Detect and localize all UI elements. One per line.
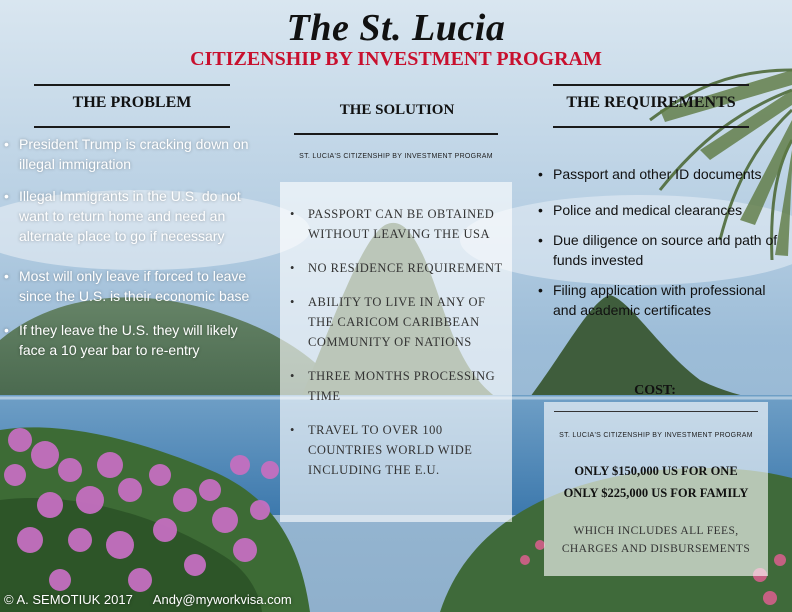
problem-list (4, 134, 260, 372)
contact-email: Andy@myworkvisa.com (152, 592, 292, 607)
cost-heading: COST: (634, 383, 676, 398)
requirements-rule-bottom (553, 126, 749, 128)
solution-item: • TRAVEL TO OVER 100 COUNTRIES WORLD WIDE INCLUDING THE E.U. (290, 420, 508, 480)
problem-rule-top (34, 84, 230, 86)
problem-item: • Most will only leave if forced to leave since the U.S. is their economic base (4, 266, 260, 306)
poster-subtitle: CITIZENSHIP BY INVESTMENT PROGRAM (190, 48, 602, 70)
requirement-item: • Police and medical clearances (538, 200, 792, 220)
requirements-rule-top (553, 84, 749, 86)
requirements-heading: THE REQUIREMENTS (566, 94, 736, 111)
solution-caption: ST. LUCIA'S CITIZENSHIP BY INVESTMENT PROGRAM (299, 153, 493, 160)
solution-item: • NO RESIDENCE REQUIREMENT (290, 258, 508, 278)
requirement-item: • Filing application with professional and academic certificates (538, 280, 792, 320)
requirement-item: • Due diligence on source and path of funds invested (538, 230, 792, 270)
solution-heading: THE SOLUTION (339, 102, 455, 118)
solution-list (290, 204, 508, 494)
cost-caption: ST. LUCIA'S CITIZENSHIP BY INVESTMENT PROGRAM (559, 432, 753, 439)
solution-item: • THREE MONTHS PROCESSING TIME (290, 366, 508, 406)
poster-title: The St. Lucia (286, 7, 506, 49)
solution-panel (280, 182, 512, 522)
problem-rule-bottom (34, 126, 230, 128)
cost-single: ONLY $150,000 US FOR ONE (574, 464, 738, 478)
cost-note: WHICH INCLUDES ALL FEES, CHARGES AND DISBURSEMENTS (561, 525, 751, 555)
cost-family: ONLY $225,000 US FOR FAMILY (563, 486, 749, 500)
solution-rule (294, 133, 498, 135)
problem-heading: THE PROBLEM (72, 94, 192, 111)
solution-item: • PASSPORT CAN BE OBTAINED WITHOUT LEAVING THE USA (290, 204, 508, 244)
cost-rule (554, 411, 758, 412)
problem-item: • President Trump is cracking down on illegal immigration (4, 134, 260, 174)
copyright: © A. SEMOTIUK 2017 (4, 592, 133, 607)
solution-item: • ABILITY TO LIVE IN ANY OF THE CARICOM CARIBBEAN COMMUNITY OF NATIONS (290, 292, 508, 352)
requirement-item: • Passport and other ID documents (538, 164, 792, 184)
cost-panel (544, 402, 768, 576)
footer (4, 592, 312, 607)
problem-item: • Illegal Immigrants in the U.S. do not want to return home and need an alternate place to go if necessary (4, 186, 260, 246)
problem-item: • If they leave the U.S. they will likely face a 10 year bar to re-entry (4, 320, 260, 360)
requirements-list (538, 164, 792, 330)
